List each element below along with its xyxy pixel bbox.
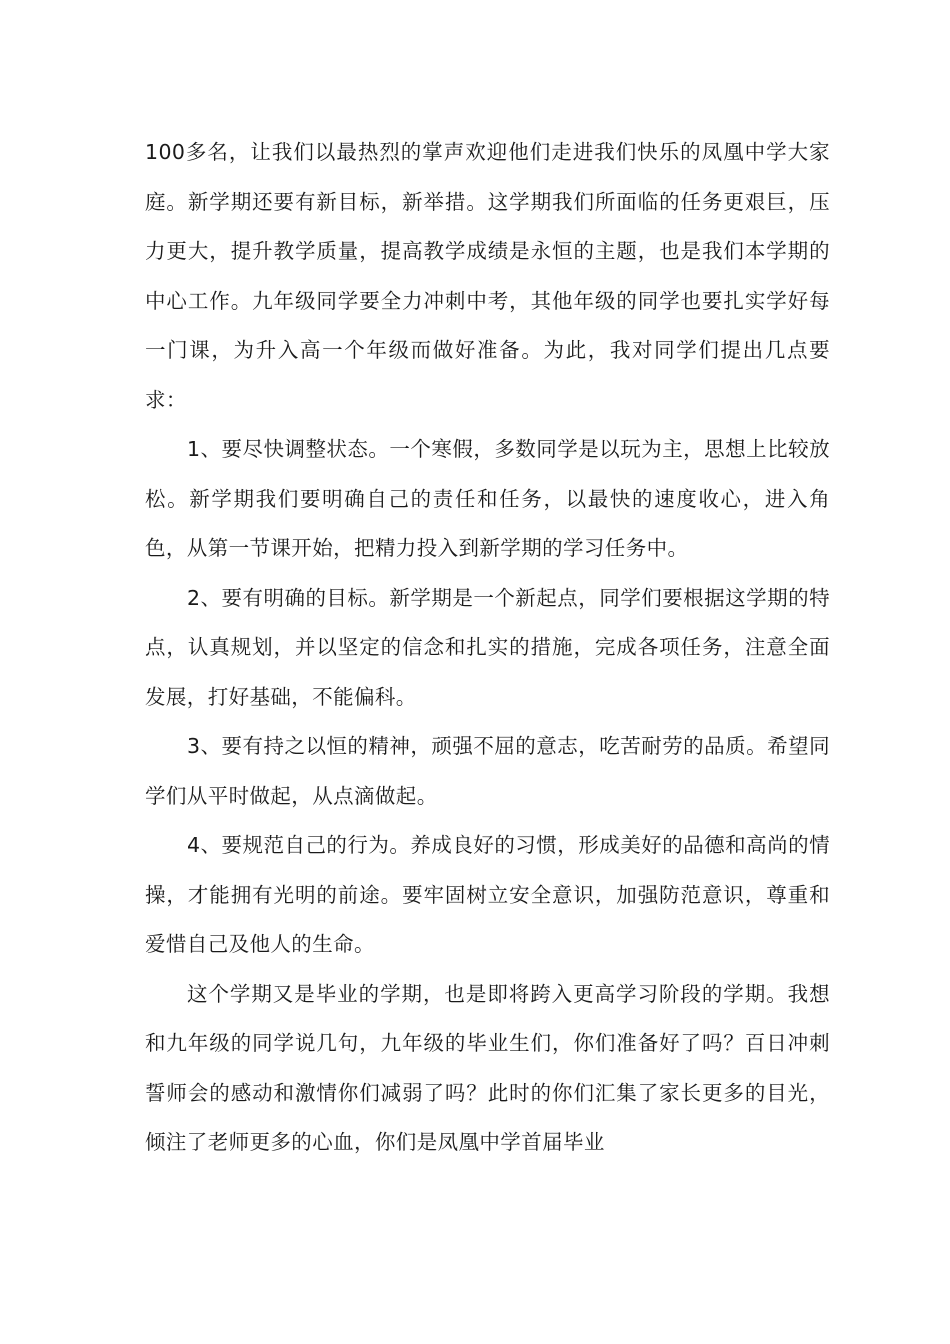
paragraph-intro: 100多名，让我们以最热烈的掌声欢迎他们走进我们快乐的凤凰中学大家庭。新学期还要有新目标，新举措。这学期我们所面临的任务更艰巨，压力更大，提升教学质量，提高教学成绩是永恒的主题，也是我们本学期的中心工作。九年级同学要全力冲刺中考，其他年级的同学也要扎实学好每一门课，为升入高一个年级而做好准备。为此，我对同学们提出几点要求： [145, 140, 830, 412]
paragraph-graduates: 这个学期又是毕业的学期，也是即将跨入更高学习阶段的学期。我想和九年级的同学说几句，九年级的毕业生们，你们准备好了吗？百日冲刺誓师会的感动和激情你们减弱了吗？此时的你们汇集了家长更多的目光，倾注了老师更多的心血，你们是凤凰中学首届毕业 [145, 981, 830, 1154]
paragraph-requirement-3: 3、要有持之以恒的精神，顽强不屈的意志，吃苦耐劳的品质。希望同学们从平时做起，从点滴做起。 [145, 734, 830, 808]
paragraph-requirement-4: 4、要规范自己的行为。养成良好的习惯，形成美好的品德和高尚的情操，才能拥有光明的前途。要牢固树立安全意识，加强防范意识，尊重和爱惜自己及他人的生命。 [145, 833, 830, 956]
document-body [145, 128, 830, 1168]
paragraph-requirement-1: 1、要尽快调整状态。一个寒假，多数同学是以玩为主，思想上比较放松。新学期我们要明确自己的责任和任务，以最快的速度收心，进入角色，从第一节课开始，把精力投入到新学期的学习任务中。 [145, 437, 830, 560]
paragraph-requirement-2: 2、要有明确的目标。新学期是一个新起点，同学们要根据这学期的特点，认真规划，并以坚定的信念和扎实的措施，完成各项任务，注意全面发展，打好基础，不能偏科。 [145, 585, 830, 709]
